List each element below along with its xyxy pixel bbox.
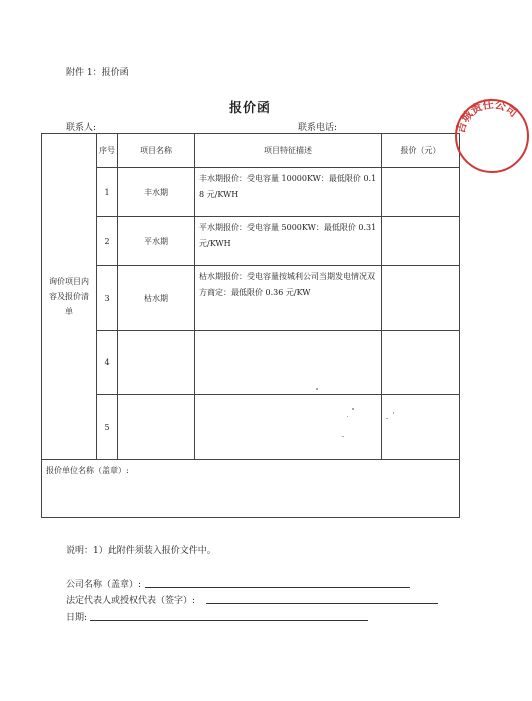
row-desc <box>195 395 382 460</box>
section-label-cell <box>42 134 97 460</box>
row-seq: 2 <box>97 217 118 266</box>
row-desc: 枯水期报价：受电容量按城利公司当期发电情况双方商定：最低限价 0.36 元/KW <box>195 266 382 331</box>
table-header-row <box>42 134 460 168</box>
table-row <box>42 168 460 217</box>
note-text: 说明：1）此附件须装入报价文件中。 <box>66 546 216 556</box>
seal-text: 吉城责任公司 <box>453 97 520 135</box>
table-row <box>42 266 460 331</box>
legal-rep-label: 法定代表人或授权代表（签字）: <box>66 596 196 606</box>
scan-speck <box>386 418 388 419</box>
scan-speck <box>347 416 348 417</box>
contact-phone-label: 联系电话: <box>298 123 338 133</box>
header-seq-text: 序号 <box>99 146 115 155</box>
legal-rep-line[interactable] <box>206 603 438 604</box>
row-name: 平水期 <box>118 217 195 266</box>
header-seq <box>97 134 118 168</box>
date-label: 日期: <box>66 613 88 623</box>
scan-speck <box>316 388 318 390</box>
company-seal-stamp <box>452 96 532 176</box>
contact-person-label: 联系人: <box>66 123 97 133</box>
table-row <box>42 217 460 266</box>
row-name: 丰水期 <box>118 168 195 217</box>
row-seq: 3 <box>97 266 118 331</box>
row-seq: 5 <box>97 395 118 460</box>
row-name <box>118 331 195 395</box>
row-price-cell[interactable] <box>382 217 460 266</box>
row-price-cell[interactable] <box>382 395 460 460</box>
row-price-cell[interactable] <box>382 331 460 395</box>
date-line[interactable] <box>90 620 368 621</box>
row-seq: 1 <box>97 168 118 217</box>
scan-speck <box>342 436 344 437</box>
row-name: 枯水期 <box>118 266 195 331</box>
page-title: 报价函 <box>228 101 271 116</box>
scan-speck <box>352 408 354 410</box>
company-name-line[interactable] <box>145 587 410 588</box>
company-name-label: 公司名称（盖章）: <box>66 580 142 590</box>
header-price: 报价（元） <box>382 134 460 168</box>
table-row <box>42 395 460 460</box>
row-price-cell[interactable] <box>382 168 460 217</box>
section-label: 询价项目内容及报价清单 <box>49 277 89 316</box>
scan-speck <box>393 412 394 414</box>
row-seq: 4 <box>97 331 118 395</box>
row-desc: 平水期报价：受电容量 5000KW：最低限价 0.31 元/KWH <box>195 217 382 266</box>
table-row <box>42 331 460 395</box>
row-name <box>118 395 195 460</box>
header-feature: 项目特征描述 <box>195 134 382 168</box>
bidder-name-cell[interactable] <box>42 460 460 518</box>
row-desc: 丰水期报价：受电容量 10000KW：最低限价 0.18 元/KWH <box>195 168 382 217</box>
row-desc <box>195 331 382 395</box>
table-footer-row <box>42 460 460 518</box>
quote-table <box>41 133 460 518</box>
attachment-label: 附件 1：报价函 <box>66 68 129 78</box>
bidder-name-label: 报价单位名称（盖章）: <box>46 466 129 475</box>
row-price-cell[interactable] <box>382 266 460 331</box>
header-item-name: 项目名称 <box>118 134 195 168</box>
